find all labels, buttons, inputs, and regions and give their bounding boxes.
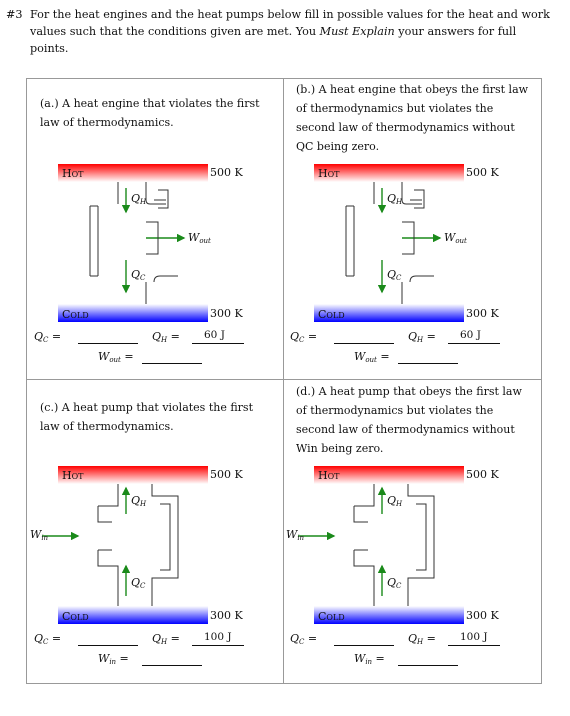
problem-text-b: your answers for full points. — [30, 25, 517, 55]
work-equation: $W_{out}$ = — [98, 350, 134, 364]
qh-symbol: $Q_H$ — [131, 494, 147, 508]
qh-answer-line — [192, 343, 244, 344]
qc-symbol: $Q_C$ — [387, 268, 402, 282]
qc-symbol: $Q_C$ — [131, 576, 146, 590]
cold-label: Cold — [62, 308, 89, 321]
cold-temperature: 300 K — [210, 307, 243, 320]
work-answer-line[interactable] — [142, 363, 202, 364]
qh-value: 60 J — [460, 329, 481, 341]
qh-value: 100 J — [460, 631, 488, 643]
qh-symbol: $Q_H$ — [387, 494, 403, 508]
work-symbol: $W_{in}$ — [286, 528, 305, 542]
panel-caption: (c.) A heat pump that violates the first law of thermodynamics. — [40, 401, 253, 433]
qc-answer-line[interactable] — [78, 645, 138, 646]
cold-temperature: 300 K — [210, 609, 243, 622]
hot-temperature: 500 K — [466, 468, 499, 481]
cold-temperature: 300 K — [466, 307, 499, 320]
work-equation: $W_{in}$ = — [98, 652, 129, 666]
work-symbol: $W_{in}$ — [30, 528, 49, 542]
heat-diagram — [284, 466, 534, 706]
hot-label: Hot — [318, 167, 340, 180]
qc-equation: $Q_C$ = — [290, 632, 318, 646]
work-equation: $W_{in}$ = — [354, 652, 385, 666]
qc-answer-line[interactable] — [78, 343, 138, 344]
qc-equation: $Q_C$ = — [34, 330, 62, 344]
cold-label: Cold — [62, 610, 89, 623]
hot-temperature: 500 K — [210, 468, 243, 481]
panel-caption: (d.) A heat pump that obeys the first law of thermodynamics but violates the second law of thermodynamics without Win being zero. — [296, 385, 522, 455]
hot-label: Hot — [318, 469, 340, 482]
qh-equation: $Q_H$ = — [152, 632, 180, 646]
qh-answer-line — [448, 645, 500, 646]
qh-symbol: $Q_H$ — [131, 192, 147, 206]
qh-value: 100 J — [204, 631, 232, 643]
panel-caption: (b.) A heat engine that obeys the first law of thermodynamics but violates the second law of thermodynamics without QC being zero. — [296, 83, 529, 153]
work-symbol: $W_{out}$ — [444, 231, 467, 245]
qc-answer-line[interactable] — [334, 343, 394, 344]
qh-answer-line — [448, 343, 500, 344]
qc-equation: $Q_C$ = — [290, 330, 318, 344]
problem-emphasis: Must Explain — [319, 25, 395, 38]
problem-text-a: For the heat engines and the heat pumps below fill in possible values for the heat and work values such that the conditions given are met. You — [30, 8, 550, 38]
work-answer-line[interactable] — [142, 665, 202, 666]
heat-diagram — [28, 164, 278, 404]
qh-value: 60 J — [204, 329, 225, 341]
qh-symbol: $Q_H$ — [387, 192, 403, 206]
qh-equation: $Q_H$ = — [408, 330, 436, 344]
cold-label: Cold — [318, 308, 345, 321]
hot-label: Hot — [62, 469, 84, 482]
heat-diagram — [284, 164, 534, 404]
cold-label: Cold — [318, 610, 345, 623]
qh-answer-line — [192, 645, 244, 646]
panel-caption: (a.) A heat engine that violates the first law of thermodynamics. — [40, 97, 260, 129]
qh-equation: $Q_H$ = — [408, 632, 436, 646]
hot-label: Hot — [62, 167, 84, 180]
work-equation: $W_{out}$ = — [354, 350, 390, 364]
hot-temperature: 500 K — [210, 166, 243, 179]
qh-equation: $Q_H$ = — [152, 330, 180, 344]
qc-symbol: $Q_C$ — [131, 268, 146, 282]
qc-equation: $Q_C$ = — [34, 632, 62, 646]
qc-symbol: $Q_C$ — [387, 576, 402, 590]
cold-temperature: 300 K — [466, 609, 499, 622]
hot-temperature: 500 K — [466, 166, 499, 179]
heat-diagram — [28, 466, 278, 706]
work-symbol: $W_{out}$ — [188, 231, 211, 245]
qc-answer-line[interactable] — [334, 645, 394, 646]
problem-statement — [6, 6, 555, 57]
work-answer-line[interactable] — [398, 665, 458, 666]
work-answer-line[interactable] — [398, 363, 458, 364]
problem-number: #3 — [6, 8, 23, 21]
